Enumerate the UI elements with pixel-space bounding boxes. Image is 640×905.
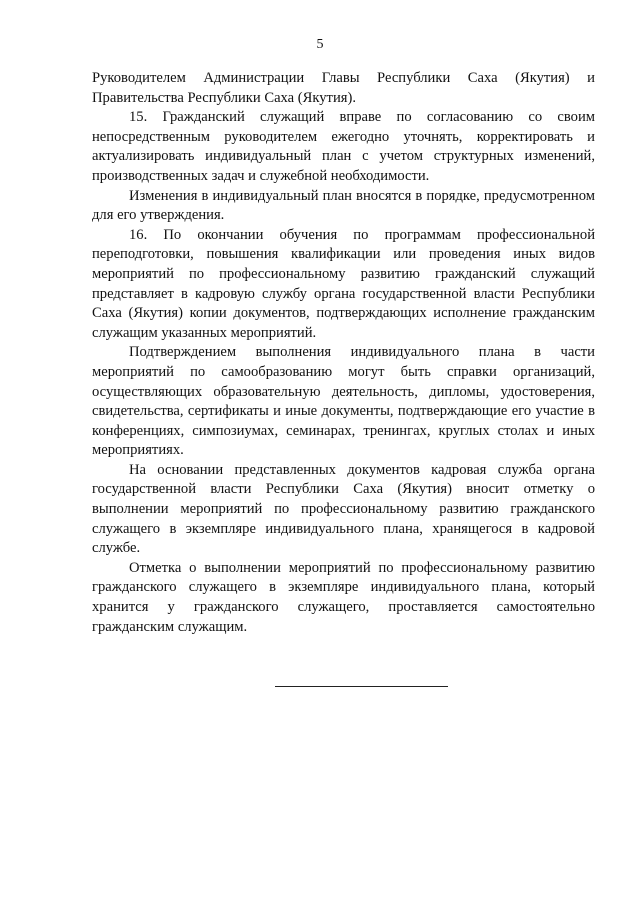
paragraph-item-15: 15. Гражданский служащий вправе по согласованию со своим непосредственным руководителем ежегодно уточнять, корректировать и актуализировать индивидуальный план с учетом структурных изменений, производственных задач и служебной необходимости.	[92, 109, 595, 184]
page-number: 5	[316, 37, 324, 52]
document-body	[92, 69, 595, 637]
paragraph-item-16: 16. По окончании обучения по программам профессиональной переподготовки, повышения квалификации или проведения иных видов мероприятий по профессиональному развитию гражданский служащий представляет в кадровую службу органа государственной власти Республики Саха (Якутия) копии документов, подтверждающих исполнение гражданским служащим указанных мероприятий.	[92, 226, 595, 341]
paragraph-continuation: Руководителем Администрации Главы Республики Саха (Якутия) и Правительства Республики Саха (Якутия).	[92, 70, 595, 106]
paragraph-hr-mark: На основании представленных документов кадровая служба органа государственной власти Республики Саха (Якутия) вносит отметку о выполнении мероприятий по профессиональному развитию гражданского служащего в экземпляре индивидуального плана, хранящегося в кадровой службе.	[92, 461, 595, 557]
paragraph-plan-changes: Изменения в индивидуальный план вносятся в порядке, предусмотренном для его утверждения.	[92, 187, 595, 224]
paragraph-self-mark: Отметка о выполнении мероприятий по профессиональному развитию гражданского служащего в экземпляре индивидуального плана, который хранится у гражданского служащего, проставляется самостоятельно гражданским служащим.	[92, 559, 595, 635]
end-divider-line	[275, 686, 448, 687]
paragraph-self-education-proof: Подтверждением выполнения индивидуального плана в части мероприятий по самообразованию могут быть справки организаций, осуществляющих образовательную деятельность, дипломы, удостоверения, свидетельства, сертификаты и иные документы, подтверждающие его участие в конференциях, симпозиумах, семинарах, тренингах, круглых столах и иных мероприятиях.	[92, 344, 595, 459]
